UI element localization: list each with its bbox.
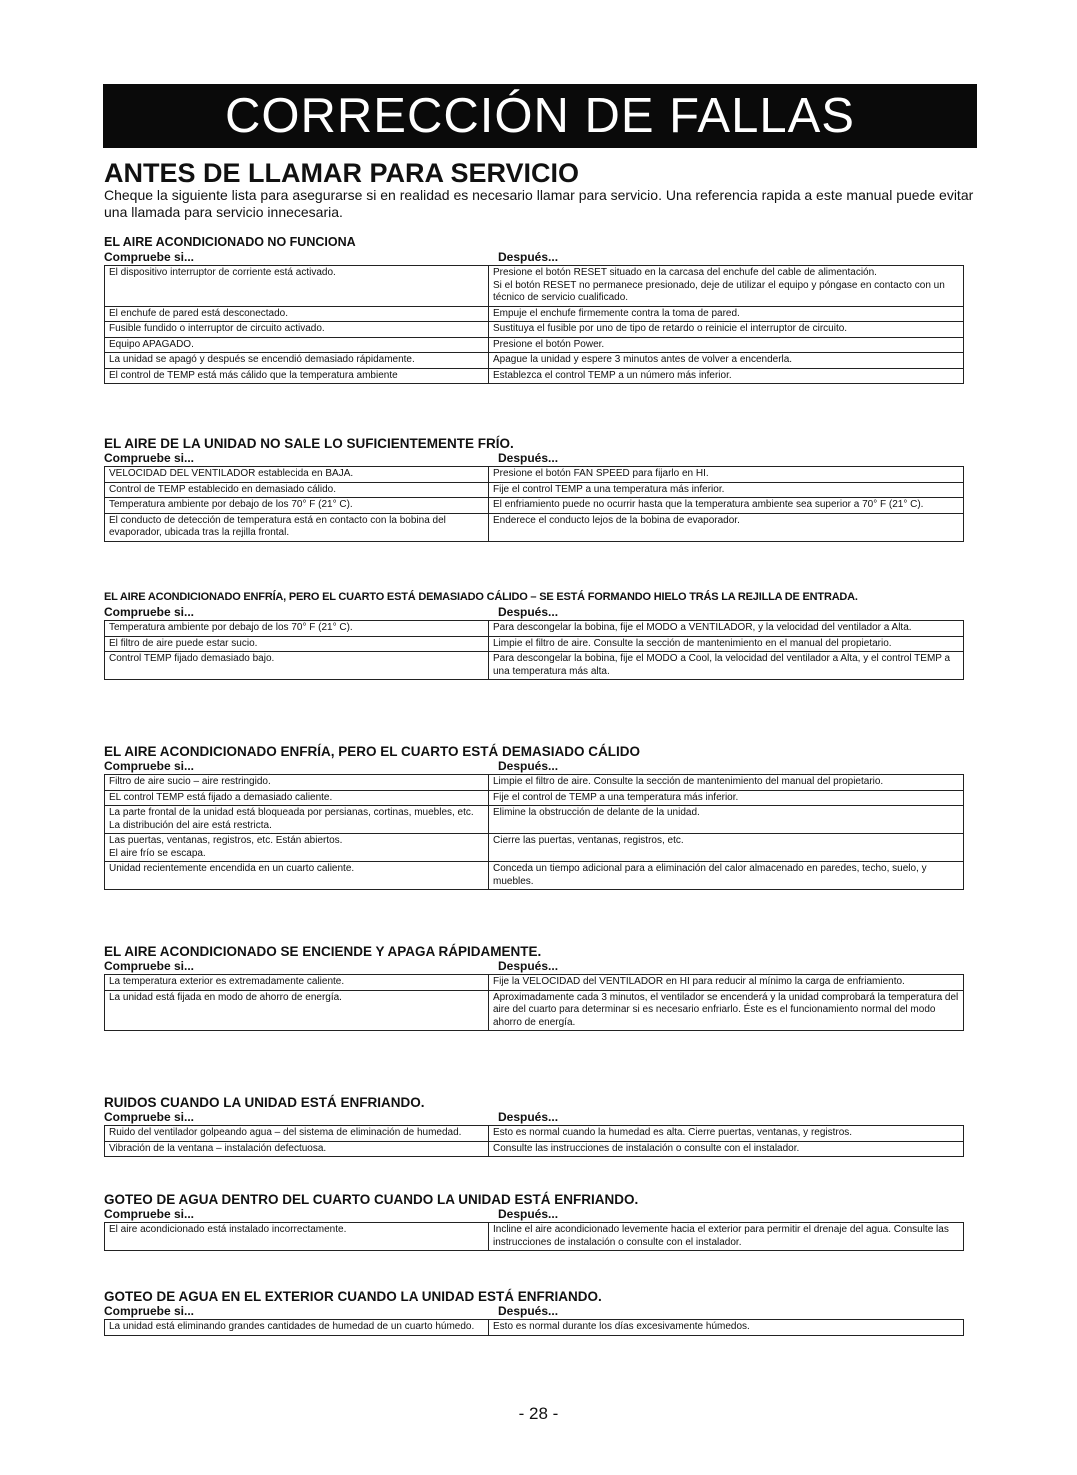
solution-cell: Presione el botón Power.: [489, 337, 964, 353]
table-row: [105, 834, 964, 862]
table-row: [105, 1223, 964, 1251]
section: [104, 590, 964, 680]
section: [104, 744, 964, 890]
column-header-then: Después...: [498, 759, 559, 773]
section-title: RUIDOS CUANDO LA UNIDAD ESTÁ ENFRIANDO.: [104, 1095, 425, 1110]
column-headers: [104, 759, 964, 774]
table-row: [105, 990, 964, 1031]
problem-cell: Vibración de la ventana – instalación defectuosa.: [105, 1141, 489, 1157]
problem-cell: Control de TEMP establecido en demasiado cálido.: [105, 482, 489, 498]
troubleshooting-table: [104, 1319, 964, 1336]
problem-cell: Temperatura ambiente por debajo de los 70° F (21° C).: [105, 498, 489, 514]
solution-cell: Enderece el conducto lejos de la bobina de evaporador.: [489, 513, 964, 541]
page-heading: ANTES DE LLAMAR PARA SERVICIO: [104, 158, 580, 188]
solution-cell: Limpie el filtro de aire. Consulte la sección de mantenimiento del manual del propietario.: [489, 775, 964, 791]
section-title: EL AIRE ACONDICIONADO NO FUNCIONA: [104, 235, 356, 249]
solution-cell: Esto es normal cuando la humedad es alta. Cierre puertas, ventanas, y registros.: [489, 1126, 964, 1142]
problem-cell: El filtro de aire puede estar sucio.: [105, 636, 489, 652]
troubleshooting-table: [104, 620, 964, 680]
solution-cell: Consulte las instrucciones de instalación o consulte con el instalador.: [489, 1141, 964, 1157]
section: [104, 944, 964, 1031]
solution-cell: El enfriamiento puede no ocurrir hasta que la temperatura ambiente sea superior a 70° F (21° C).: [489, 498, 964, 514]
problem-cell: El dispositivo interruptor de corriente está activado.: [105, 266, 489, 307]
column-headers: [104, 605, 964, 620]
column-headers: [104, 451, 964, 466]
page-number: - 28 -: [518, 1404, 559, 1423]
table-row: [105, 636, 964, 652]
table-row: [105, 266, 964, 307]
section: [104, 235, 964, 384]
troubleshooting-table: [104, 974, 964, 1031]
problem-cell: Filtro de aire sucio – aire restringido.: [105, 775, 489, 791]
solution-cell: Elimine la obstrucción de delante de la unidad.: [489, 806, 964, 834]
section-title: GOTEO DE AGUA EN EL EXTERIOR CUANDO LA UNIDAD ESTÁ ENFRIANDO.: [104, 1289, 602, 1304]
table-row: [105, 498, 964, 514]
column-header-then: Después...: [498, 1304, 559, 1318]
problem-cell: Control TEMP fijado demasiado bajo.: [105, 652, 489, 680]
section-title: EL AIRE ACONDICIONADO ENFRÍA, PERO EL CUARTO ESTÁ DEMASIADO CÁLIDO: [104, 744, 641, 759]
column-header-check: Compruebe si...: [104, 1304, 195, 1318]
problem-cell: VELOCIDAD DEL VENTILADOR establecida en BAJA.: [105, 467, 489, 483]
column-header-check: Compruebe si...: [104, 1207, 195, 1221]
solution-cell: Incline el aire acondicionado levemente hacia el exterior para permitir el drenaje del agua. Consulte las instrucciones de instalación o consulte con el instalador.: [489, 1223, 964, 1251]
table-row: [105, 1320, 964, 1336]
solution-cell: Apague la unidad y espere 3 minutos antes de volver a encenderla.: [489, 353, 964, 369]
solution-cell: Aproximadamente cada 3 minutos, el ventilador se encenderá y la unidad comprobará la temperatura del aire del cuarto para determinar si es necesario enfriarlo. Éste es el funcionamiento normal del modo ahorro de energía.: [489, 990, 964, 1031]
column-header-check: Compruebe si...: [104, 1110, 195, 1124]
column-headers: [104, 1304, 964, 1319]
solution-cell: Empuje el enchufe firmemente contra la toma de pared.: [489, 306, 964, 322]
column-headers: [104, 1207, 964, 1222]
problem-cell: Ruido del ventilador golpeando agua – del sistema de eliminación de humedad.: [105, 1126, 489, 1142]
column-headers: [104, 250, 964, 265]
problem-cell: La parte frontal de la unidad está bloqueada por persianas, cortinas, muebles, etc. La distribución del aire está restricta.: [105, 806, 489, 834]
solution-cell: Fije el control de TEMP a una temperatura más inferior.: [489, 790, 964, 806]
table-row: [105, 353, 964, 369]
page-banner: CORRECCIÓN DE FALLAS: [103, 84, 977, 148]
problem-cell: Temperatura ambiente por debajo de los 70° F (21° C).: [105, 621, 489, 637]
problem-cell: Fusible fundido o interruptor de circuito activado.: [105, 322, 489, 338]
intro-text: Cheque la siguiente lista para asegurarse si en realidad es necesario llamar para servicio. Una referencia rapida a este manual puede evitar una llamada para servicio innecesaria.: [104, 187, 974, 220]
column-header-then: Después...: [498, 605, 559, 619]
table-row: [105, 368, 964, 384]
table-row: [105, 513, 964, 541]
table-row: [105, 482, 964, 498]
table-row: [105, 1141, 964, 1157]
section: [104, 1095, 964, 1157]
troubleshooting-table: [104, 1222, 964, 1251]
section-title: EL AIRE ACONDICIONADO ENFRÍA, PERO EL CUARTO ESTÁ DEMASIADO CÁLIDO – SE ESTÁ FORMANDO HIELO TRÁS LA REJILLA DE ENTRADA.: [104, 591, 858, 603]
table-row: [105, 862, 964, 890]
table-row: [105, 652, 964, 680]
column-header-then: Después...: [498, 1110, 559, 1124]
column-header-check: Compruebe si...: [104, 451, 195, 465]
solution-cell: Fije el control TEMP a una temperatura más inferior.: [489, 482, 964, 498]
column-header-check: Compruebe si...: [104, 759, 195, 773]
problem-cell: El control de TEMP está más cálido que la temperatura ambiente: [105, 368, 489, 384]
troubleshooting-table: [104, 1125, 964, 1157]
section-title: EL AIRE DE LA UNIDAD NO SALE LO SUFICIENTEMENTE FRÍO.: [104, 436, 514, 451]
solution-cell: Fije la VELOCIDAD del VENTILADOR en HI para reducir al mínimo la carga de enfriamiento.: [489, 975, 964, 991]
section: [104, 1289, 964, 1336]
table-row: [105, 806, 964, 834]
table-row: [105, 775, 964, 791]
solution-cell: Conceda un tiempo adicional para a eliminación del calor almacenado en paredes, techo, suelo, y muebles.: [489, 862, 964, 890]
solution-cell: Esto es normal durante los días excesivamente húmedos.: [489, 1320, 964, 1336]
column-headers: [104, 959, 964, 974]
solution-cell: Para descongelar la bobina, fije el MODO a Cool, la velocidad del ventilador a Alta, y el control TEMP a una temperatura más alta.: [489, 652, 964, 680]
troubleshooting-table: [104, 466, 964, 542]
section: [104, 1192, 964, 1251]
table-row: [105, 1126, 964, 1142]
column-header-then: Después...: [498, 250, 559, 264]
section-title: GOTEO DE AGUA DENTRO DEL CUARTO CUANDO LA UNIDAD ESTÁ ENFRIANDO.: [104, 1192, 639, 1207]
solution-cell: Sustituya el fusible por uno de tipo de retardo o reinicie el interruptor de circuito.: [489, 322, 964, 338]
column-headers: [104, 1110, 964, 1125]
troubleshooting-table: [104, 265, 964, 384]
problem-cell: La unidad está fijada en modo de ahorro de energía.: [105, 990, 489, 1031]
section: [104, 436, 964, 542]
table-row: [105, 975, 964, 991]
solution-cell: Establezca el control TEMP a un número más inferior.: [489, 368, 964, 384]
table-row: [105, 621, 964, 637]
problem-cell: El enchufe de pared está desconectado.: [105, 306, 489, 322]
table-row: [105, 467, 964, 483]
table-row: [105, 306, 964, 322]
table-row: [105, 322, 964, 338]
column-header-then: Después...: [498, 1207, 559, 1221]
column-header-check: Compruebe si...: [104, 250, 195, 264]
problem-cell: La unidad se apagó y después se encendió demasiado rápidamente.: [105, 353, 489, 369]
problem-cell: La unidad está eliminando grandes cantidades de humedad de un cuarto húmedo.: [105, 1320, 489, 1336]
column-header-check: Compruebe si...: [104, 959, 195, 973]
problem-cell: El aire acondicionado está instalado incorrectamente.: [105, 1223, 489, 1251]
solution-cell: Cierre las puertas, ventanas, registros, etc.: [489, 834, 964, 862]
troubleshooting-table: [104, 774, 964, 890]
problem-cell: Equipo APAGADO.: [105, 337, 489, 353]
problem-cell: El conducto de detección de temperatura está en contacto con la bobina del evaporador, ubicada tras la rejilla frontal.: [105, 513, 489, 541]
problem-cell: La temperatura exterior es extremadamente caliente.: [105, 975, 489, 991]
column-header-then: Después...: [498, 959, 559, 973]
table-row: [105, 790, 964, 806]
solution-cell: Para descongelar la bobina, fije el MODO a VENTILADOR, y la velocidad del ventilador a Alta.: [489, 621, 964, 637]
table-row: [105, 337, 964, 353]
solution-cell: Presione el botón RESET situado en la carcasa del enchufe del cable de alimentación. Si el botón RESET no permanece presionado, deje de utilizar el equipo y póngase en contacto con un técnico de servicio cualificado.: [489, 266, 964, 307]
column-header-check: Compruebe si...: [104, 605, 195, 619]
problem-cell: EL control TEMP está fijado a demasiado caliente.: [105, 790, 489, 806]
solution-cell: Presione el botón FAN SPEED para fijarlo en HI.: [489, 467, 964, 483]
column-header-then: Después...: [498, 451, 559, 465]
solution-cell: Limpie el filtro de aire. Consulte la sección de mantenimiento en el manual del propietario.: [489, 636, 964, 652]
problem-cell: Las puertas, ventanas, registros, etc. Están abiertos. El aire frío se escapa.: [105, 834, 489, 862]
problem-cell: Unidad recientemente encendida en un cuarto caliente.: [105, 862, 489, 890]
section-title: EL AIRE ACONDICIONADO SE ENCIENDE Y APAGA RÁPIDAMENTE.: [104, 944, 542, 959]
